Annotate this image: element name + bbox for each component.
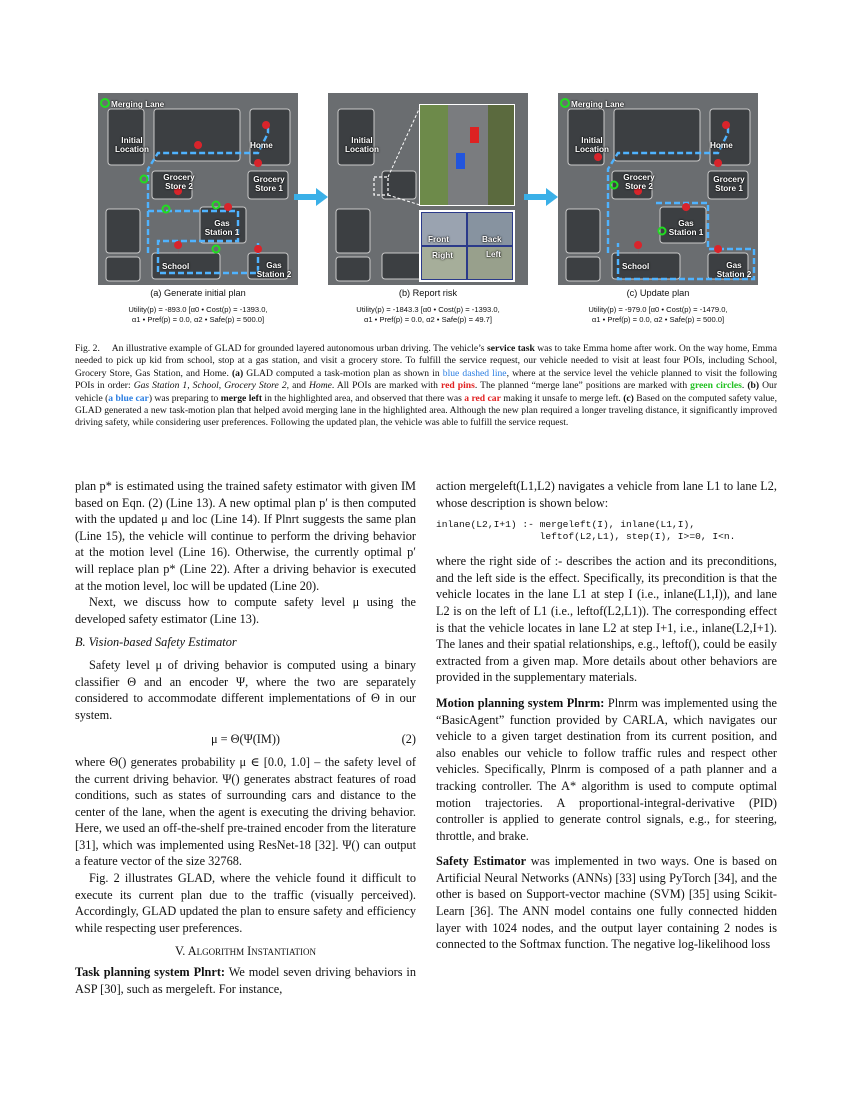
label-initial-location: Initial Location: [574, 136, 610, 154]
label-merging-lane: Merging Lane: [571, 100, 625, 109]
utility-a: [73, 305, 323, 325]
label-initial-location: Initial Location: [114, 136, 150, 154]
paragraph-lead: Motion planning system Plnrm:: [436, 695, 605, 710]
utility-b-line2: α1 • Pref(p) = 0.0, α2 • Safe(p) = 49.7]: [363, 315, 493, 324]
label-home: Home: [250, 141, 273, 150]
label-merging-lane: Merging Lane: [111, 100, 165, 109]
section-heading: B. Vision-based Safety Estimator: [75, 635, 237, 650]
label-grocery-store-1: Grocery Store 1: [253, 175, 285, 193]
paragraph-lead: Safety Estimator: [436, 854, 527, 869]
paragraph: where the right side of :- describes the action and its preconditions, and the left side is the effect. Specifically, its precondition is that the vehicle locates in the lane L1 at step I (i.e., inlane(L1,I)), and lane L2 is on the left of L1 (i.e., leftof(L2,L1)). The corresponding effect is that the vehicle locates in lane L2 at step I+1, i.e., inlane(L2,I+1). The lanes and their spatial relationships, e.g., leftof(), could be easily extracted from a given map. More details about other behaviors are provided in the supplementary materials.: [436, 554, 777, 685]
paragraph: Next, we discuss how to compute safety level μ using the developed safety estimator (Line 13).: [75, 595, 416, 626]
label-grocery-store-1: Grocery Store 1: [713, 175, 745, 193]
utility-b: [303, 305, 553, 325]
label-gas-station-1: Gas Station 1: [204, 219, 240, 237]
left-column: [75, 478, 416, 997]
label-gas-station-1: Gas Station 1: [668, 219, 704, 237]
label-left: Left: [486, 250, 502, 259]
paragraph: where Θ() generates probability μ ∈ [0.0, 1.0] – the safety level of the current driving behavior. Ψ() generates abstract features of road conditions, such as states of surrounding cars and distance to the center of the lane, when the agent is executing the driving behavior. Here, we used an off-the-shelf pre-trained encoder from the literature [31], which was implemented using ResNet-18 [32]. Ψ() can output a feature vector of the size 32768.: [75, 754, 416, 869]
equation-number: (2): [401, 732, 416, 747]
label-front: Front: [428, 235, 449, 244]
label-grocery-store-2: Grocery Store 2: [163, 173, 195, 191]
paragraph: Safety level μ of driving behavior is computed using a binary classifier Θ and an encoder Ψ, where the two are separately considered to accommodate different implementations of Θ in our system.: [75, 657, 416, 722]
utility-c-line1: Utility(p) = -979.0 [α0 • Cost(p) = -1479.0,: [588, 305, 728, 314]
subcaption-a: (a) Generate initial plan: [150, 288, 246, 298]
paragraph: Task planning system Plnrt: We model seven driving behaviors in ASP [30], such as mergeleft. For instance,: [75, 965, 416, 996]
paragraph: Fig. 2 illustrates GLAD, where the vehicle found it difficult to execute its current plan due to the traffic (visually perceived). Accordingly, GLAD updated the plan to ensure safety and efficiency while respecting user preferences.: [75, 871, 416, 935]
subcaption-b: (b) Report risk: [398, 288, 458, 298]
label-back: Back: [482, 235, 502, 244]
utility-c: [533, 305, 783, 325]
arrow-right-icon: [524, 188, 558, 206]
label-home: Home: [710, 141, 733, 150]
section-heading: V. Algorithm Instantiation: [174, 944, 317, 959]
equation-body: μ = Θ(Ψ(IM)): [210, 732, 281, 747]
utility-c-line2: α1 • Pref(p) = 0.0, α2 • Safe(p) = 500.0]: [591, 315, 725, 324]
map-panel-b: [328, 93, 528, 285]
label-school: School: [622, 262, 650, 271]
label-school: School: [162, 262, 190, 271]
utility-b-line1: Utility(p) = -1843.3 [α0 • Cost(p) = -1393.0,: [356, 305, 500, 314]
figure-label: Fig. 2.: [75, 343, 100, 354]
subcaption-c: (c) Update plan: [626, 288, 690, 298]
label-gas-station-2: Gas Station 2: [716, 261, 752, 279]
map-panel-a: [98, 93, 298, 285]
paragraph: plan p* is estimated using the trained safety estimator with given IM based on Eqn. (2) (Line 13). A new optimal plan p′ is then computed with the updated μ and loc (Line 14). If Plnrt suggests the same plan (Line 15), the vehicle will continue to perform the driving behavior at the motion level (Line 16). Otherwise, the currently optimal p′ will replace plan p* (Line 22). After a driving behavior is executed at the motion level, loc will be updated (Line 20).: [75, 479, 416, 593]
label-right: Right: [432, 251, 453, 260]
right-column: [436, 478, 777, 953]
label-gas-station-2: Gas Station 2: [256, 261, 292, 279]
label-initial-location: Initial Location: [344, 136, 380, 154]
paragraph-lead: Task planning system Plnrt:: [75, 965, 226, 980]
label-grocery-store-2: Grocery Store 2: [623, 173, 655, 191]
utility-a-line2: α1 • Pref(p) = 0.0, α2 • Safe(p) = 500.0]: [131, 315, 265, 324]
arrow-right-icon: [294, 188, 328, 206]
paragraph: Motion planning system Plnrm: Plnrm was implemented using the “BasicAgent” function provided by CARLA, which navigates our vehicle to a given target destination from its current position, and also enables our vehicle to follow traffic rules and respect other vehicles. Specifically, Plnrm is composed of a path planner and a tracking controller. The A* algorithm is used to compute optimal motion trajectories. A proportional-integral-derivative (PID) controller is applied to generate control signals, e.g., for steering, throttle, and brake.: [436, 695, 777, 843]
equation: [75, 731, 416, 748]
figure-caption: Fig. 2. An illustrative example of GLAD for grounded layered autonomous urban driving. The vehicle’s service task was to take Emma home after work. On the way home, Emma needed to pick up kid from school, stop at a gas station, and visit a grocery store. To fulfill the service request, our vehicle needed to visit at least four POIs, including School, Grocery Store, Gas Station, and Home. (a) GLAD computed a task-motion plan as shown in blue dashed line, where at the service level the vehicle planned to visit the following POIs in order: Gas Station 1, School, Grocery Store 2, and Home. All POIs are marked with red pins. The planned “merge lane” positions are marked with green circles. (b) Our vehicle (a blue car) was preparing to merge left in the highlighted area, and observed that there was a red car making it unsafe to merge left. (c) Based on the computed safety value, GLAD generated a new task-motion plan that helped avoid merging lane in the highlighted area. Although the new plan required a longer traveling distance, it significantly improved driving safety, while considering user preferences. Following the updated plan, the vehicle was able to fulfill the service request.: [75, 343, 778, 429]
map-panel-c: [558, 93, 758, 285]
paragraph: action mergeleft(L1,L2) navigates a vehicle from lane L1 to lane L2, whose description is shown below:: [436, 479, 777, 510]
paragraph: Safety Estimator was implemented in two ways. One is based on Artificial Neural Networks (ANNs) [33] using PyTorch [34], and the other is based on Support-vector machine (SVM) [35] using Scikit-Learn [36]. The ANN model contains one fully connected hidden layer with 1024 nodes, and the output layer containing 2 nodes is connected to the Softmax function. The negative log-likelihood loss: [436, 854, 777, 952]
code-block: inlane(L2,I+1) :- mergeleft(I), inlane(L1,I), leftof(L2,L1), step(I), I>=0, I<n.: [436, 519, 736, 543]
utility-a-line1: Utility(p) = -893.0 [α0 • Cost(p) = -1393.0,: [128, 305, 268, 314]
